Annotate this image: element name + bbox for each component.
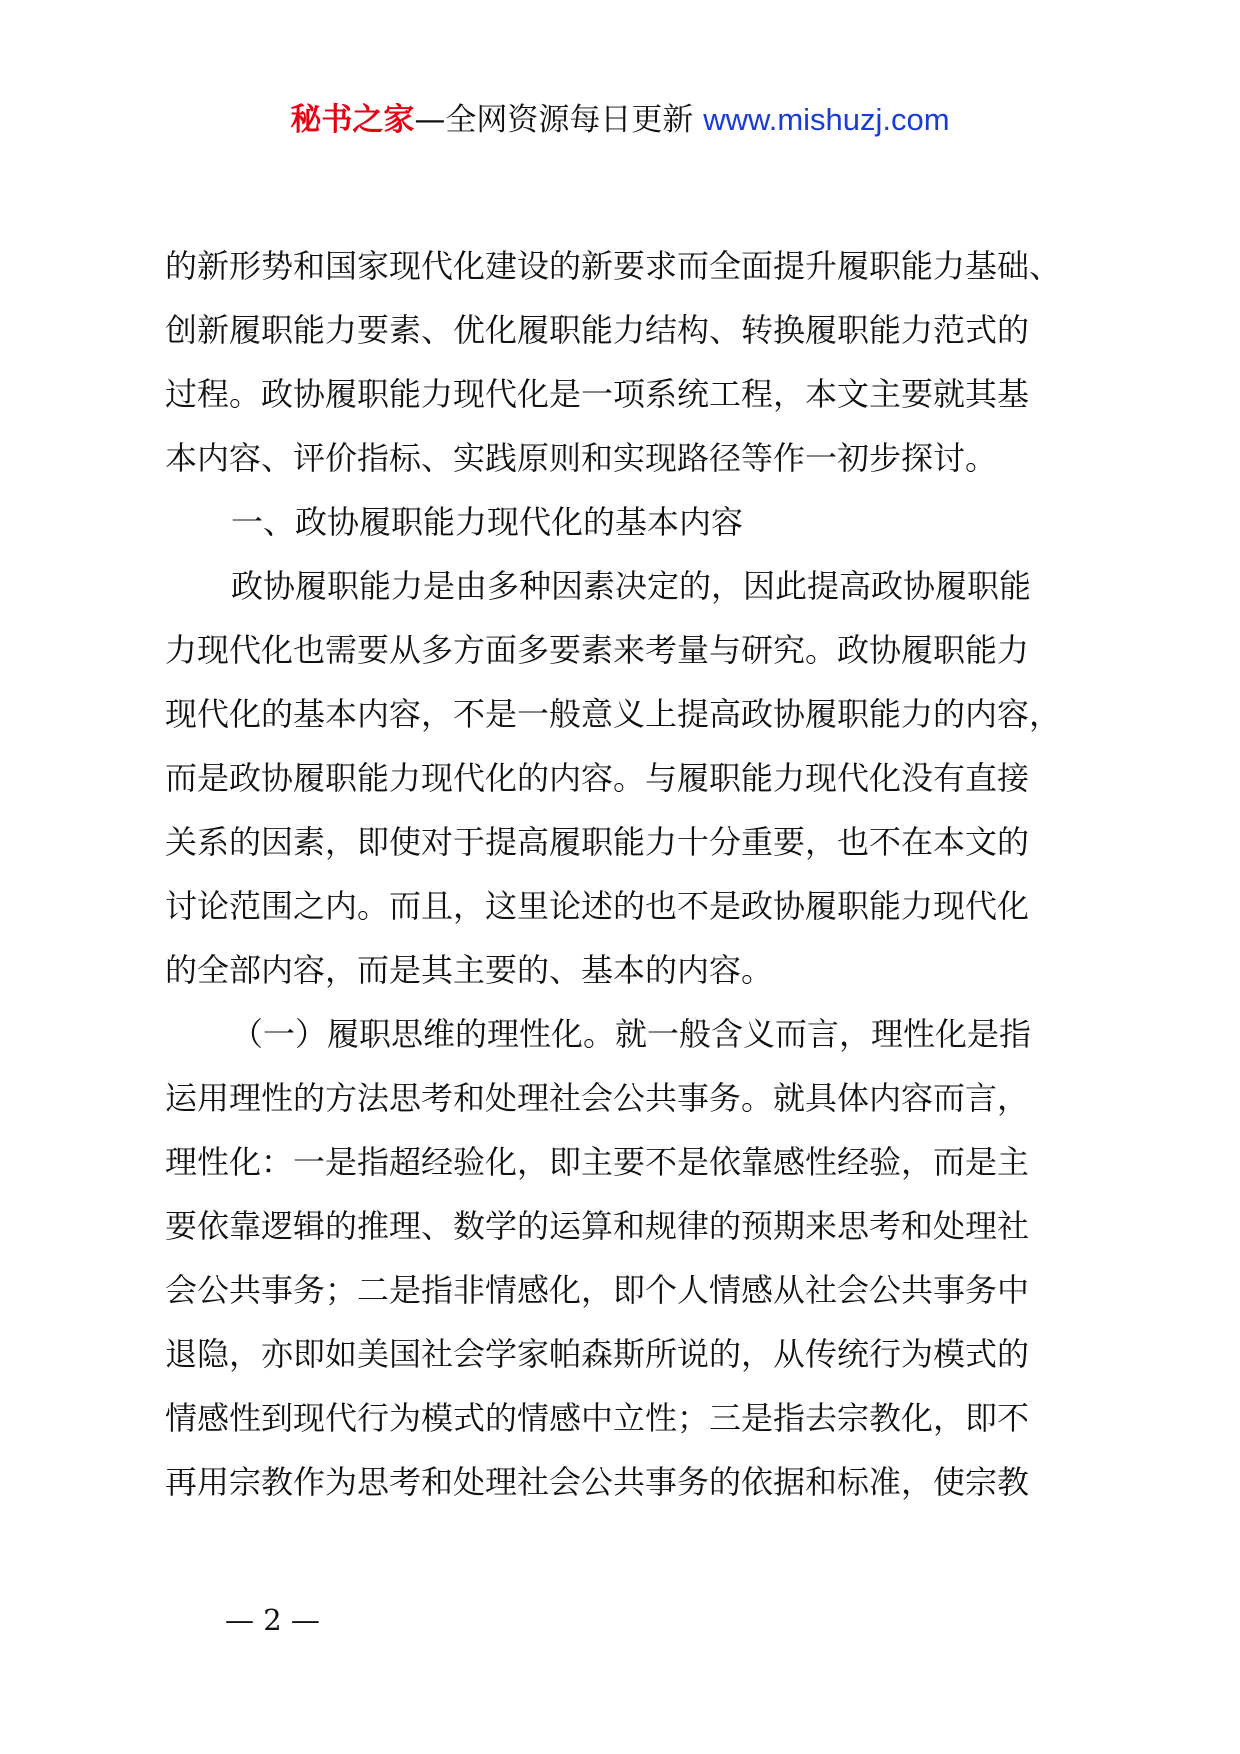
text-line: 会公共事务；二是指非情感化，即个人情感从社会公共事务中 bbox=[165, 1271, 1030, 1309]
brand-name: 秘书之家 bbox=[290, 102, 415, 138]
text-line: 创新履职能力要素、优化履职能力结构、转换履职能力范式的 bbox=[165, 311, 1030, 349]
page-number: — 2 — bbox=[225, 1603, 320, 1637]
subsection-start: （一）履职思维的理性化。就一般含义而言，理性化是指 bbox=[231, 1015, 1032, 1053]
text-line: 本内容、评价指标、实践原则和实现路径等作一初步探讨。 bbox=[165, 439, 998, 477]
text-line: 讨论范围之内。而且，这里论述的也不是政协履职能力现代化 bbox=[165, 887, 1030, 925]
text-line: 的全部内容，而是其主要的、基本的内容。 bbox=[165, 951, 774, 989]
site-url-link[interactable]: www.mishuzj.com bbox=[703, 102, 950, 137]
text-line: 而是政协履职能力现代化的内容。与履职能力现代化没有直接 bbox=[165, 759, 1030, 797]
paragraph-start: 政协履职能力是由多种因素决定的，因此提高政协履职能 bbox=[231, 567, 1032, 605]
document-body bbox=[165, 234, 1085, 1514]
text-line: 力现代化也需要从多方面多要素来考量与研究。政协履职能力 bbox=[165, 631, 1030, 669]
text-line: 再用宗教作为思考和处理社会公共事务的依据和标准，使宗教 bbox=[165, 1463, 1030, 1501]
text-line: 关系的因素，即使对于提高履职能力十分重要，也不在本文的 bbox=[165, 823, 1030, 861]
text-line: 理性化：一是指超经验化，即主要不是依靠感性经验，而是主 bbox=[165, 1143, 1030, 1181]
header-tagline: —全网资源每日更新 bbox=[414, 102, 694, 138]
section-heading: 一、政协履职能力现代化的基本内容 bbox=[231, 503, 744, 541]
text-line: 要依靠逻辑的推理、数学的运算和规律的预期来思考和处理社 bbox=[165, 1207, 1030, 1245]
page-header bbox=[0, 98, 1240, 142]
text-line: 情感性到现代行为模式的情感中立性；三是指去宗教化，即不 bbox=[165, 1399, 1030, 1437]
text-line: 运用理性的方法思考和处理社会公共事务。就具体内容而言， bbox=[165, 1079, 1030, 1117]
text-line: 的新形势和国家现代化建设的新要求而全面提升履职能力基础、 bbox=[165, 247, 1062, 285]
text-line: 退隐，亦即如美国社会学家帕森斯所说的，从传统行为模式的 bbox=[165, 1335, 1030, 1373]
text-line: 现代化的基本内容，不是一般意义上提高政协履职能力的内容， bbox=[165, 695, 1062, 733]
text-line: 过程。政协履职能力现代化是一项系统工程，本文主要就其基 bbox=[165, 375, 1030, 413]
